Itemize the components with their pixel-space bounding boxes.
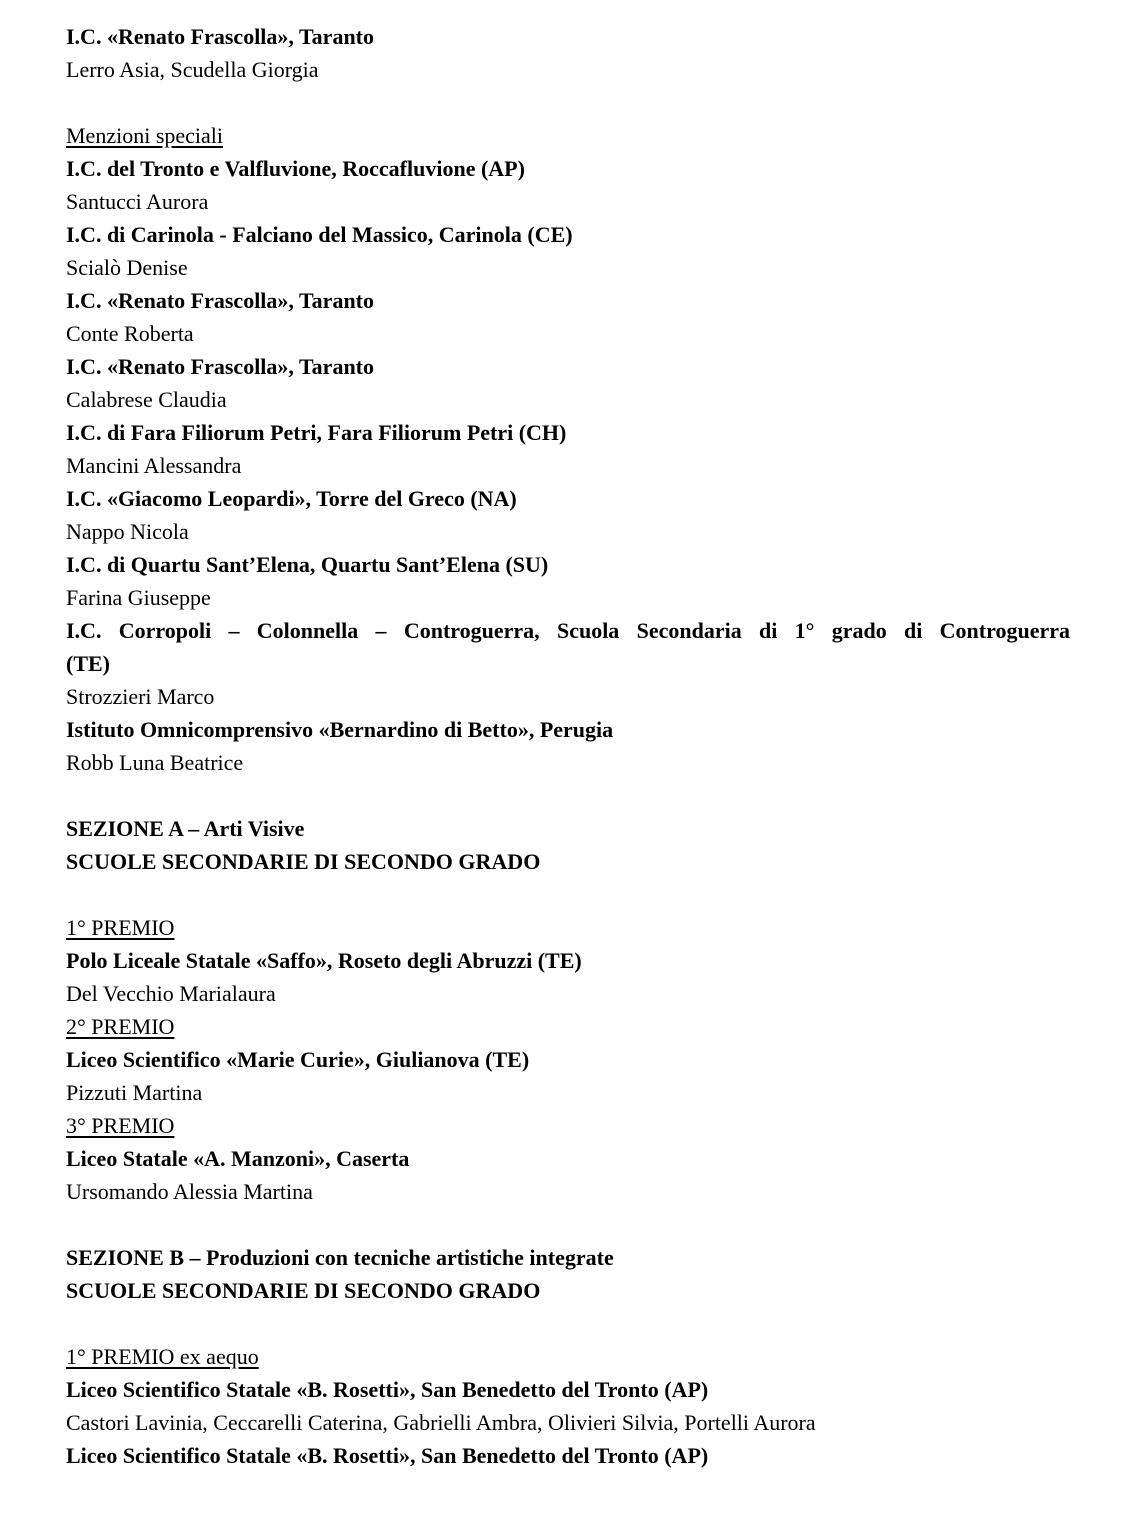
student-names-line: Conte Roberta [66,321,194,346]
school-name-line: Istituto Omnicomprensivo «Bernardino di Betto», Perugia [66,717,614,742]
student-names-line: Lerro Asia, Scudella Giorgia [66,57,319,82]
school-name-line: Liceo Statale «A. Manzoni», Caserta [66,1146,410,1171]
section-subheading: SCUOLE SECONDARIE DI SECONDO GRADO [66,1278,541,1303]
prize-heading: 1° PREMIO ex aequo [66,1344,259,1369]
school-name-line: Liceo Scientifico «Marie Curie», Giulianova (TE) [66,1047,530,1072]
school-name-line: Polo Liceale Statale «Saffo», Roseto degli Abruzzi (TE) [66,948,582,973]
blank-line [66,1208,1070,1241]
prize-heading: 3° PREMIO [66,1113,175,1138]
blank-line [66,779,1070,812]
student-names-line: Pizzuti Martina [66,1080,203,1105]
student-names-line: Scialò Denise [66,255,188,280]
section-subheading: SCUOLE SECONDARIE DI SECONDO GRADO [66,849,541,874]
student-names-line: Robb Luna Beatrice [66,750,244,775]
mentions-heading: Menzioni speciali [66,123,224,148]
document-body [66,20,1070,1472]
school-name-line: I.C. di Quartu Sant’Elena, Quartu Sant’Elena (SU) [66,552,549,577]
student-names-line: Nappo Nicola [66,519,189,544]
school-name-line: I.C. Corropoli – Colonnella – Controguerra, Scuola Secondaria di 1° grado di Controguerra [66,618,1070,643]
student-names-line: Castori Lavinia, Ceccarelli Caterina, Gabrielli Ambra, Olivieri Silvia, Portelli Aurora [66,1410,816,1435]
school-name-line: I.C. di Fara Filiorum Petri, Fara Filiorum Petri (CH) [66,420,567,445]
student-names-line: Ursomando Alessia Martina [66,1179,313,1204]
student-names-line: Calabrese Claudia [66,387,227,412]
section-heading: SEZIONE A – Arti Visive [66,816,305,841]
blank-line [66,878,1070,911]
school-name-line: (TE) [66,651,110,676]
prize-heading: 1° PREMIO [66,915,175,940]
student-names-line: Santucci Aurora [66,189,209,214]
school-name-line: Liceo Scientifico Statale «B. Rosetti», San Benedetto del Tronto (AP) [66,1443,709,1468]
student-names-line: Strozzieri Marco [66,684,215,709]
school-name-line: I.C. «Renato Frascolla», Taranto [66,288,374,313]
school-name-line: I.C. «Giacomo Leopardi», Torre del Greco (NA) [66,486,517,511]
student-names-line: Farina Giuseppe [66,585,211,610]
blank-line [66,86,1070,119]
school-name-line: Liceo Scientifico Statale «B. Rosetti», San Benedetto del Tronto (AP) [66,1377,709,1402]
blank-line [66,1307,1070,1340]
section-heading: SEZIONE B – Produzioni con tecniche artistiche integrate [66,1245,614,1270]
prize-heading: 2° PREMIO [66,1014,175,1039]
student-names-line: Mancini Alessandra [66,453,242,478]
school-name-line: I.C. «Renato Frascolla», Taranto [66,24,374,49]
school-name-line: I.C. del Tronto e Valfluvione, Roccafluvione (AP) [66,156,525,181]
student-names-line: Del Vecchio Marialaura [66,981,276,1006]
school-name-line: I.C. di Carinola - Falciano del Massico, Carinola (CE) [66,222,573,247]
school-name-line: I.C. «Renato Frascolla», Taranto [66,354,374,379]
